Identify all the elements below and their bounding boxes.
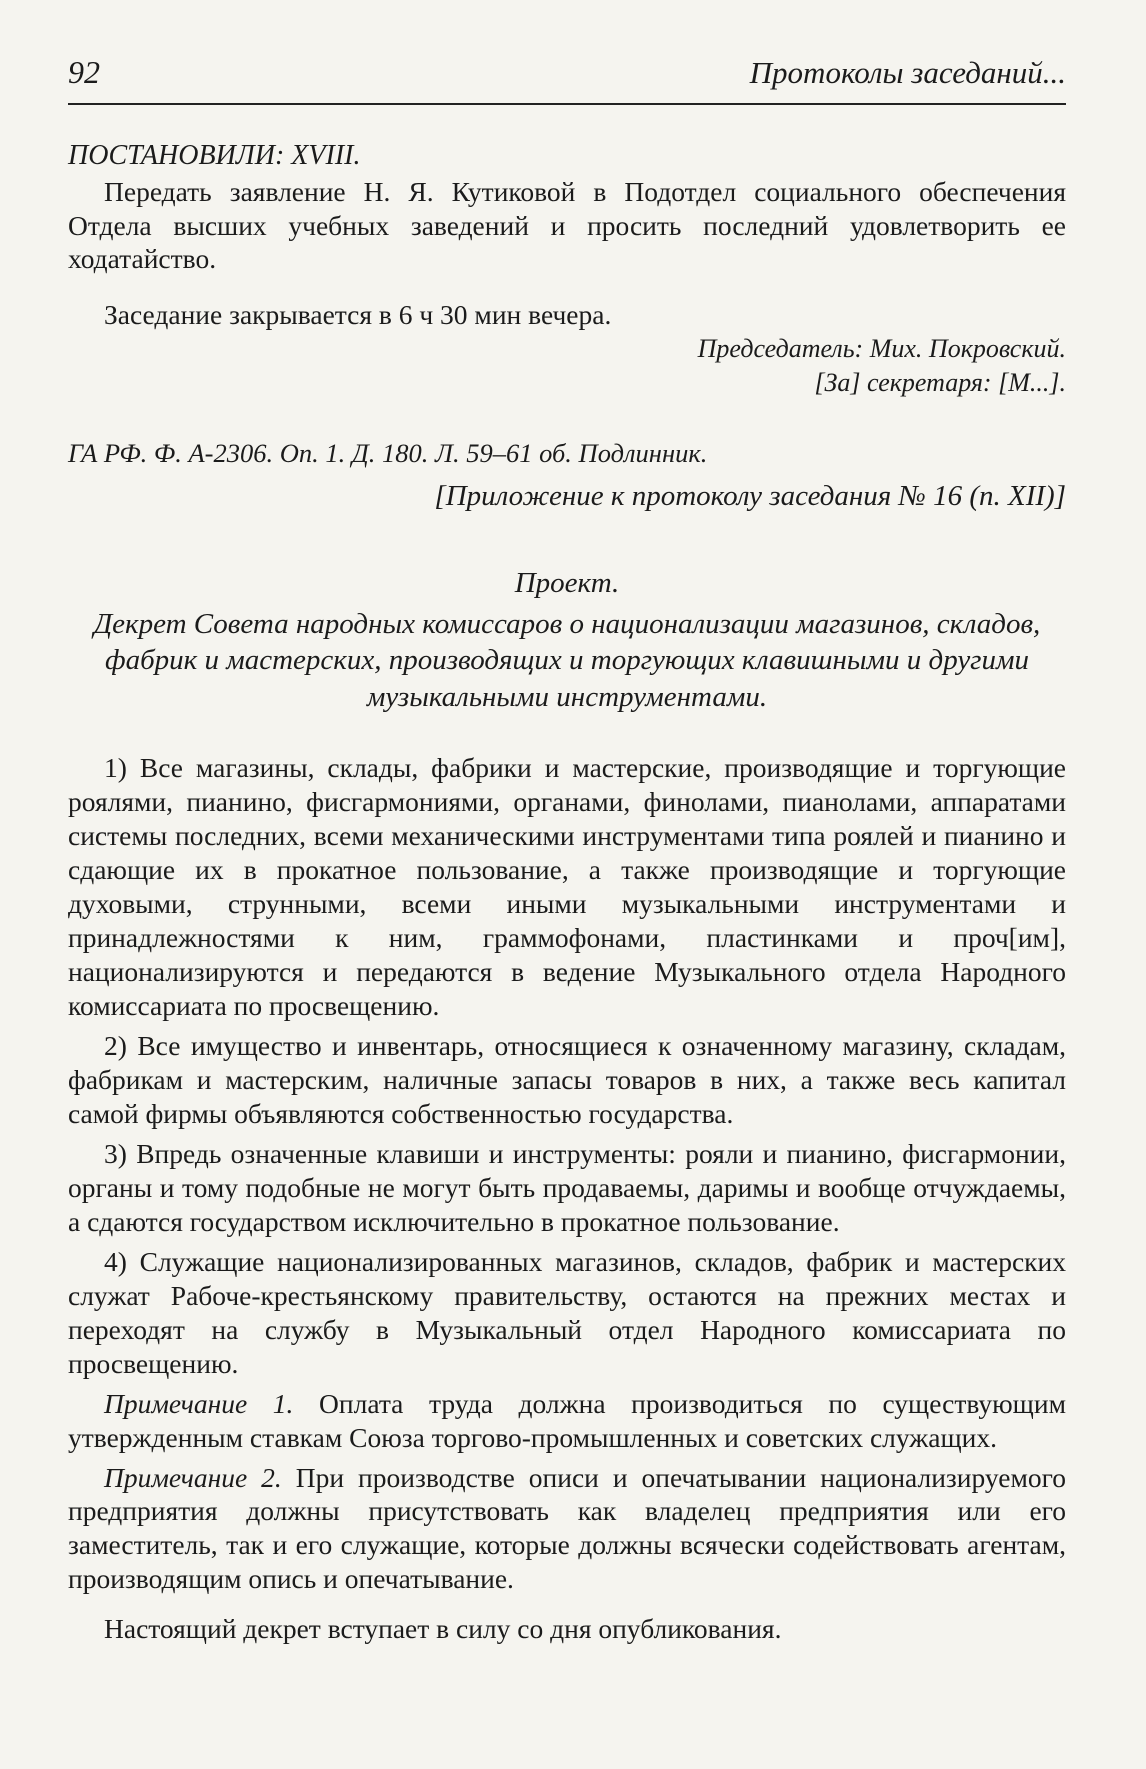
final-statement: Настоящий декрет вступает в силу со дня опубликования.	[104, 1613, 782, 1645]
decree-item: 3) Впредь означенные клавиши и инструменты: рояли и пианино, фисгармонии, органы и тому подобные не могут быть продаваемы, даримы и вообще отчуждаемы, а сдаются государством исключительно в прокатное пользование.	[68, 1137, 1066, 1237]
note-1-text: Оплата труда должна производиться по существующим утвержденным ставкам Союза торгово-промышленных и советских служащих.	[68, 1387, 1066, 1453]
closing-text: Заседание закрывается в 6 ч 30 мин вечера.	[104, 298, 612, 330]
archive-reference: ГА РФ. Ф. А-2306. Оп. 1. Д. 180. Л. 59–61 об. Подлинник.	[68, 437, 708, 468]
note-1	[68, 1387, 1066, 1455]
running-title: Протоколы заседаний...	[749, 55, 1066, 90]
running-header	[68, 54, 1066, 105]
decree-item: 1) Все магазины, склады, фабрики и мастерские, производящие и торгующие роялями, пианино, фисгармониями, органами, финолами, пианолами, аппаратами системы последних, всеми механическими инструментами типа роялей и пианино и сдающие их в прокатное пользование, а также производящие и торгующие духовыми, струнными, всеми иными музыкальными инструментами и принадлежностями к ним, граммофонами, пластинками и проч[им], национализируются и передаются в ведение Музыкального отдела Народного комиссариата по просвещению.	[68, 752, 1066, 1022]
project-label: Проект.	[514, 567, 620, 600]
decree-items	[68, 751, 1066, 1646]
resolution-block	[68, 139, 1066, 1646]
appendix-reference: [Приложение к протоколу заседания № 16 (п. XII)]	[434, 480, 1066, 513]
resolution-text: Передать заявление Н. Я. Кутиковой в Подотдел социального обеспечения Отдела высших учебных заведений и просить последний удовлетворить ее ходатайство.	[68, 176, 1066, 275]
chairman-signature: Председатель: Мих. Покровский.	[697, 334, 1066, 364]
resolution-heading: ПОСТАНОВИЛИ: XVIII.	[68, 140, 361, 171]
decree-item: 2) Все имущество и инвентарь, относящиеся к означенному магазину, складам, фабрикам и мастерским, наличные запасы товаров в них, а также весь капитал самой фирмы объявляются собственностью государства.	[68, 1030, 1066, 1129]
secretary-signature: [За] секретаря: [М...].	[814, 368, 1066, 398]
decree-item: 4) Служащие национализированных магазинов, складов, фабрик и мастерских служат Рабоче-крестьянскому правительству, остаются на прежних местах и переходят на службу в Музыкальный отдел Народного комиссариата по просвещению.	[68, 1245, 1066, 1379]
decree-title: Декрет Совета народных комиссаров о национализации магазинов, складов, фабрик и мастерских, производящих и торгующих клавишными и другими музыкальными инструментами.	[93, 607, 1041, 713]
page-number: 92	[68, 54, 100, 90]
note-2-label: Примечание 2.	[104, 1461, 282, 1493]
note-1-label: Примечание 1.	[104, 1387, 294, 1419]
note-2-text: При производстве описи и опечатывании национализируемого предприятия должны присутствовать как владелец предприятия или его заместитель, так и его служащие, которые должны всячески содействовать агентам, производящим опись и опечатывание.	[68, 1461, 1066, 1595]
note-2	[68, 1461, 1066, 1597]
